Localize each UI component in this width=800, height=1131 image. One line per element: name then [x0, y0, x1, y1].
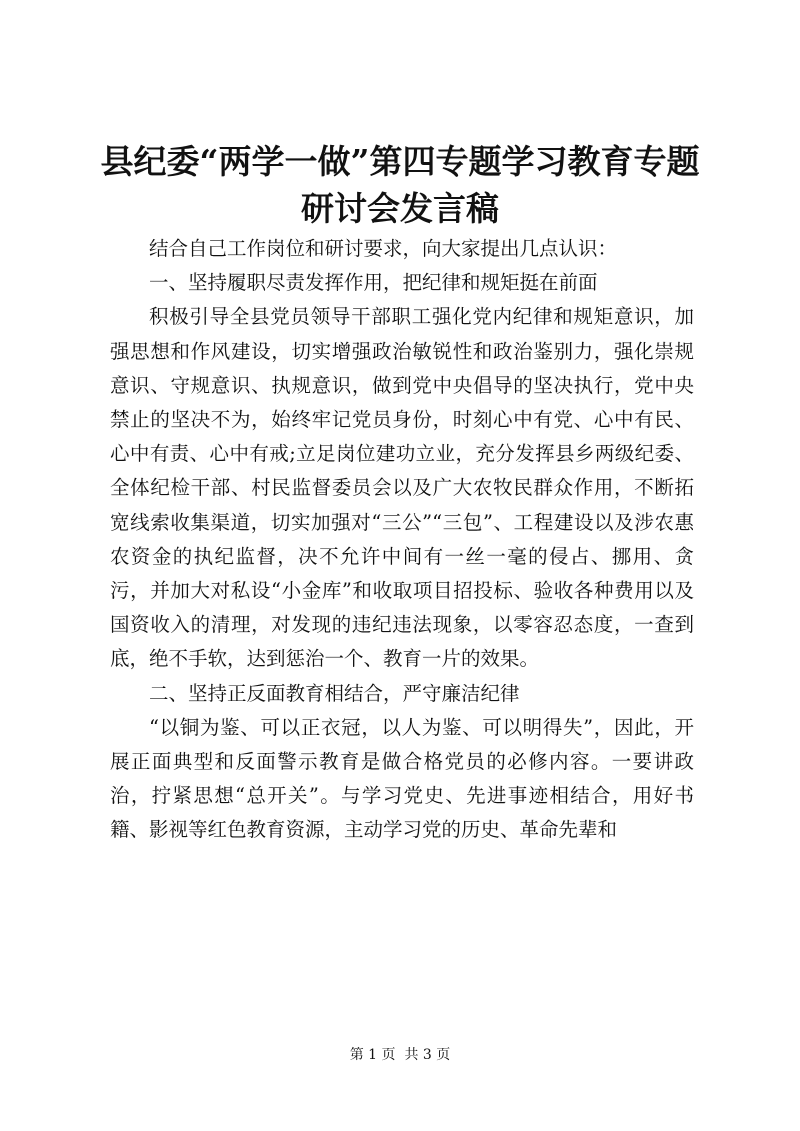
intro-paragraph: 结合自己工作岗位和研讨要求，向大家提出几点认识：: [149, 237, 618, 260]
document-title: 县纪委“两学一做”第四专题学习教育专题研讨会发言稿: [100, 142, 700, 228]
section-heading-1: 一、坚持履职尽责发挥作用，把纪律和规矩挺在前面: [149, 271, 598, 295]
document-body: [110, 232, 694, 848]
page-footer: [0, 1045, 800, 1065]
section-heading-2: 二、坚持正反面教育相结合，严守廉洁纪律: [149, 681, 520, 705]
body-paragraph-1: 积极引导全县党员领导干部职工强化党内纪律和规矩意识，加强思想和作风建设，切实增强政治敏锐性和政治鉴别力，强化崇规意识、守规意识、执规意识，做到党中央倡导的坚决执行，党中央禁止的坚决不为，始终牢记党员身份，时刻心中有党、心中有民、心中有责、心中有戒;立足岗位建功立业，充分发挥县乡两级纪委、全体纪检干部、村民监督委员会以及广大农牧民群众作用，不断拓宽线索收集渠道，切实加强对“三公”“三包”、工程建设以及涉农惠农资金的执纪监督，决不允许中间有一丝一毫的侵占、挪用、贪污，并加大对私设“小金库”和收取项目招投标、验收各种费用以及国资收入的清理，对发现的违纪违法现象，以零容忍态度，一查到底，绝不手软，达到惩治一个、教育一片的效果。: [110, 305, 694, 671]
page-number-label: 第 1 页 共 3 页: [349, 1047, 451, 1063]
body-paragraph-2: “以铜为鉴、可以正衣冠，以人为鉴、可以明得失”，因此，开展正面典型和反面警示教育是做合格党员的必修内容。一要讲政治，拧紧思想“总开关”。与学习党史、先进事迹相结合，用好书籍、影视等红色教育资源，主动学习党的历史、革命先辈和: [110, 715, 694, 842]
